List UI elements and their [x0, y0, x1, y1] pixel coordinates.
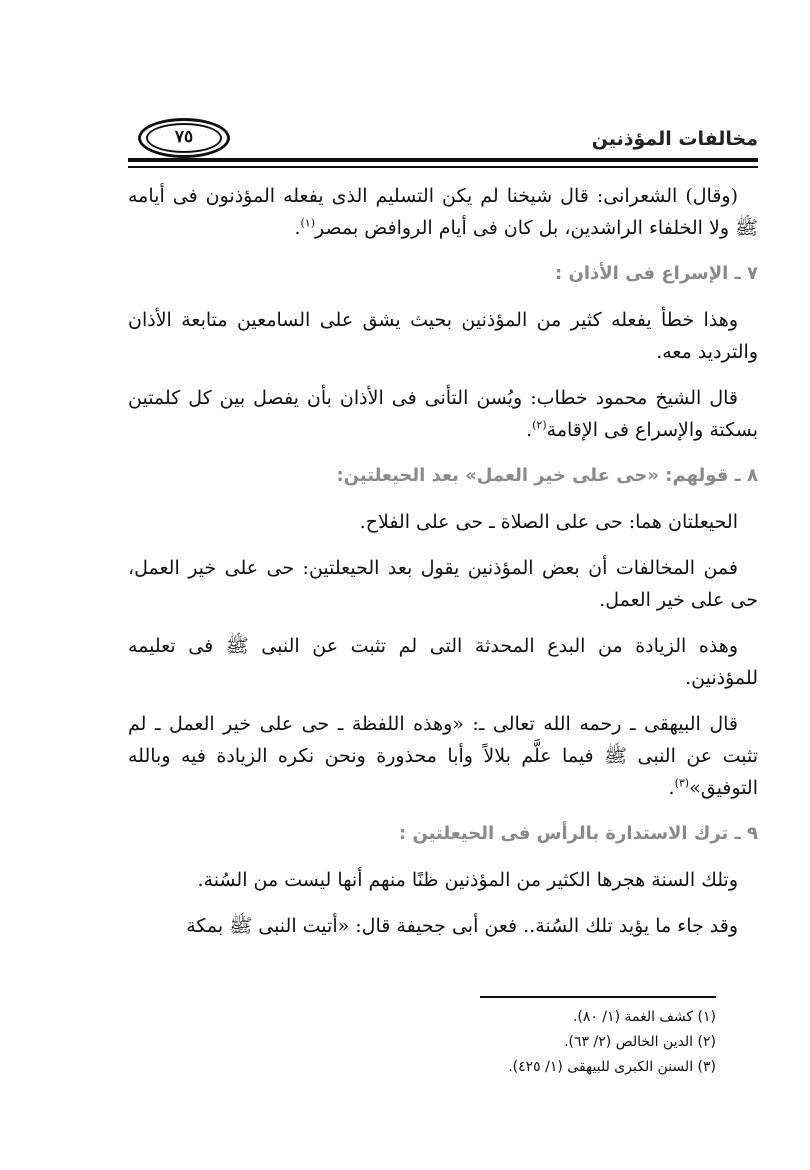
paragraph [128, 864, 758, 896]
paragraph-text: وهذه الزيادة من البدع المحدثة التى لم تثبت عن النبى ﷺ فى تعليمه للمؤذنين. [128, 635, 758, 689]
paragraph-text: وقد جاء ما يؤيد تلك السُنة.. فعن أبى جحيفة قال: «أتيت النبى ﷺ بمكة [186, 915, 738, 937]
running-title: مخالفات المؤذنين [591, 128, 758, 150]
paragraph [128, 708, 758, 804]
footnote-separator [480, 996, 716, 998]
paragraph-tail: . [668, 777, 675, 799]
section-heading: ٨ ـ قولهم: «حى على خير العمل» بعد الحيعلتين: [336, 465, 758, 486]
paragraph-text: (وقال) الشعرانى: قال شيخنا لم يكن التسليم الذى يفعله المؤذنون فى أيامه ﷺ ولا الخلفاء الراشدين، بل كان فى أيام الروافض بمصر [128, 185, 758, 239]
paragraph [128, 382, 758, 446]
paragraph [128, 180, 758, 244]
footnote: (٣) السنن الكبرى للبيهقى (١/ ٤٢٥). [508, 1059, 716, 1075]
footnote: (١) كشف الغمة (١/ ٨٠). [572, 1009, 716, 1025]
footnotes [128, 1005, 716, 1080]
footnote-ref: (٣) [674, 776, 690, 790]
paragraph-tail: . [526, 419, 533, 441]
paragraph-text: فمن المخالفات أن بعض المؤذنين يقول بعد الحيعلتين: حى على خير العمل، حى على خير العمل. [128, 557, 758, 611]
header-rule-thin [128, 166, 758, 168]
body-text [128, 180, 758, 956]
paragraph [128, 630, 758, 694]
paragraph-text: الحيعلتان هما: حى على الصلاة ـ حى على الفلاح. [359, 511, 738, 533]
paragraph-text: قال الشيخ محمود خطاب: ويُسن التأنى فى الأذان بأن يفصل بين كل كلمتين بسكتة والإسراع فى الإقامة [128, 387, 758, 441]
section-heading: ٧ ـ الإسراع فى الأذان : [555, 263, 758, 284]
paragraph-text: وهذا خطأ يفعله كثير من المؤذنين بحيث يشق على السامعين متابعة الأذان والترديد معه. [128, 309, 758, 363]
page-number: ٧٥ [174, 127, 194, 147]
paragraph [128, 506, 758, 538]
page-number-badge [138, 118, 230, 158]
paragraph [128, 552, 758, 616]
paragraph-text: وتلك السنة هجرها الكثير من المؤذنين ظنًا منهم أنها ليست من السُنة. [197, 869, 738, 891]
footnote: (٢) الدين الخالص (٢/ ٦٣). [564, 1034, 716, 1050]
footnote-ref: (١) [300, 216, 316, 230]
footnote-ref: (٢) [532, 418, 547, 432]
paragraph [128, 304, 758, 368]
section-heading: ٩ ـ ترك الاستدارة بالرأس فى الحيعلتين : [399, 823, 758, 844]
paragraph-text: قال البيهقى ـ رحمه الله تعالى ـ: «وهذه اللفظة ـ حى على خير العمل ـ لم تثبت عن النبى ﷺ فيما علَّم بلالاً وأبا محذورة ونحن نكره الزيادة فيه وبالله التوفيق» [128, 713, 758, 799]
paragraph-tail: . [294, 217, 301, 239]
paragraph [128, 910, 758, 942]
header-rule-thick [128, 158, 758, 162]
